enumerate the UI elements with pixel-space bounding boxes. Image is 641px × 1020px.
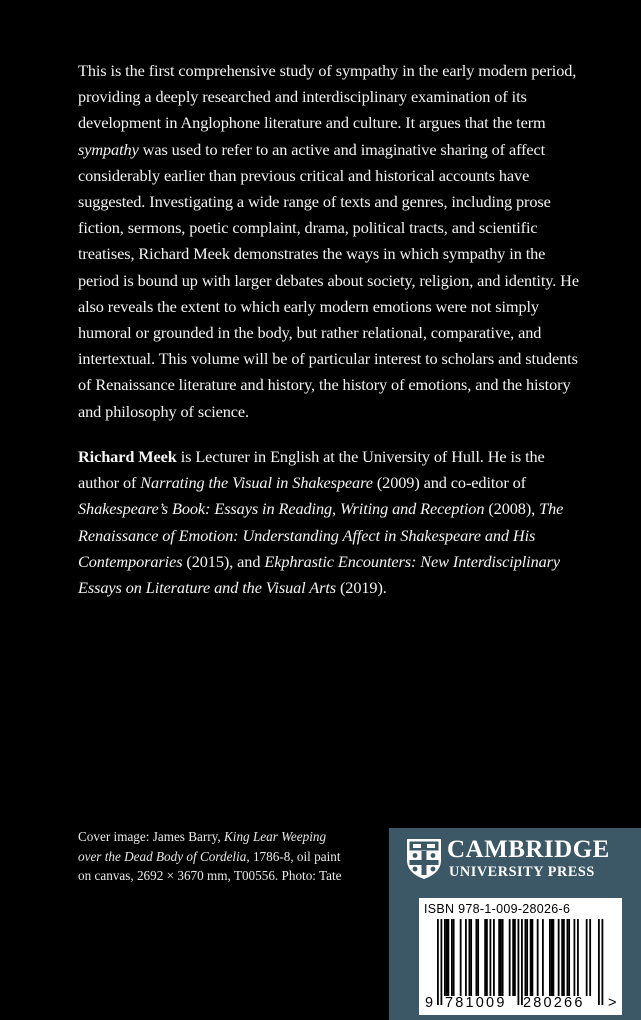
barcode-bar xyxy=(563,919,565,996)
barcode-bar xyxy=(553,919,555,996)
publisher-subname: UNIVERSITY PRESS xyxy=(449,864,595,880)
barcode-bar xyxy=(514,919,516,996)
description-text-2: was used to refer to an active and imaginative sharing of affect considerably earlier than previous critical and historical accounts have suggested. Investigating a wide range of texts and genres, including prose fiction, sermons, poetic complaint, drama, political tracts, and scientific treatises, Richard Meek demonstrates the ways in which sympathy in the period is bound up with larger debates about society, religion, and identity. He also reveals the extent to which early modern emotions were not simply humoral or grounded in the body, but rather relational, comparative, and intertextual. This volume will be of particular interest to scholars and students of Renaissance literature and history, the history of emotions, and the history and philosophy of science. xyxy=(78,139,579,421)
barcode-bar xyxy=(567,919,569,996)
barcode-bar xyxy=(574,919,576,996)
bio-text-5: (2019). xyxy=(336,578,387,598)
barcode-bar xyxy=(512,919,514,996)
publisher-panel xyxy=(389,828,641,1020)
bio-book-3: The Renaissance of Emotion: Understanding Affect in Shakespeare and His Contemporaries xyxy=(78,499,564,571)
barcode-bar xyxy=(549,919,551,996)
barcode-bar xyxy=(526,919,528,996)
barcode-bar xyxy=(451,919,453,996)
barcode-bar xyxy=(465,919,467,996)
barcode-bar xyxy=(446,919,448,996)
author-name: Richard Meek xyxy=(78,447,177,466)
barcode-bar xyxy=(577,919,579,996)
barcode-bar xyxy=(532,919,534,996)
barcode-digit-lead: 9 xyxy=(425,995,434,1011)
barcode-bar xyxy=(530,919,532,996)
bio-book-4: Ekphrastic Encounters: New Interdisciplinary Essays on Literature and the Visual Arts xyxy=(78,551,561,598)
barcode-bar xyxy=(561,919,563,996)
barcode-bar xyxy=(521,919,523,1005)
bio-text-1: is Lecturer in English at the University of Hull. He is the author of xyxy=(78,447,545,493)
author-bio xyxy=(78,444,582,601)
barcode-bar xyxy=(586,919,588,996)
barcode-bar xyxy=(602,919,604,1005)
barcode-bar xyxy=(453,919,455,996)
barcode-bar xyxy=(558,919,560,996)
bio-book-1: Narrating the Visual in Shakespeare xyxy=(140,473,373,493)
barcode-bar xyxy=(509,919,511,996)
bio-text-2: (2009) and co-editor of xyxy=(372,473,526,493)
barcode-bar xyxy=(444,919,446,996)
barcode-bar xyxy=(551,919,553,996)
isbn-label: ISBN 978-1-009-28026-6 xyxy=(424,902,571,916)
book-description xyxy=(78,58,582,425)
credit-prefix: Cover image: James Barry, xyxy=(78,829,224,844)
barcode-digit-group-left: 781009 xyxy=(445,995,507,1011)
publisher-name: CAMBRIDGE xyxy=(447,836,610,863)
barcode-bar xyxy=(469,919,471,996)
barcode-bar xyxy=(502,919,504,996)
barcode-bar xyxy=(537,919,539,996)
credit-suffix: , 1786-8, oil paint on canvas, 2692 × 3670 mm, T00556. Photo: Tate xyxy=(78,848,342,883)
barcode-bar xyxy=(498,919,500,996)
barcode-bar xyxy=(448,919,450,996)
credit-painting-title: King Lear Weeping over the Dead Body of Cordelia xyxy=(78,829,327,864)
barcode-bar xyxy=(589,919,591,996)
barcode-bar xyxy=(486,919,488,996)
barcode-bar xyxy=(476,919,478,996)
barcode-bar xyxy=(493,919,495,996)
barcode-digits xyxy=(419,994,622,1012)
barcode-bar xyxy=(484,919,486,996)
cambridge-crest-icon xyxy=(406,838,442,880)
barcode-bar xyxy=(477,919,479,996)
bio-book-2: Shakespeare’s Book: Essays in Reading, Writing and Reception xyxy=(78,499,485,519)
barcode-bar xyxy=(500,919,502,996)
barcode-bar xyxy=(460,919,462,996)
barcode-digit-quiet: > xyxy=(608,995,617,1011)
bio-text-3: (2008), xyxy=(484,499,540,519)
cover-image-credit xyxy=(78,827,348,886)
barcode-bar xyxy=(598,919,600,1005)
isbn-barcode xyxy=(419,898,622,1015)
barcode-bar xyxy=(525,919,527,996)
barcode-bar xyxy=(518,919,520,1005)
barcode-digit-group-right: 280266 xyxy=(523,995,585,1011)
barcode-bar xyxy=(441,919,443,1005)
bio-text-4: (2015), and xyxy=(182,551,265,571)
barcode-bar xyxy=(542,919,544,996)
description-emphasis: sympathy xyxy=(78,139,139,159)
barcode-bar xyxy=(437,919,439,1005)
barcode-bar xyxy=(470,919,472,996)
barcode-bar xyxy=(490,919,492,996)
description-text-1: This is the first comprehensive study of sympathy in the early modern period, providing a deeply researched and interdisciplinary examination of its development in Anglophone literature and culture. It argues that the term xyxy=(78,61,577,133)
barcode-bar xyxy=(568,919,570,996)
